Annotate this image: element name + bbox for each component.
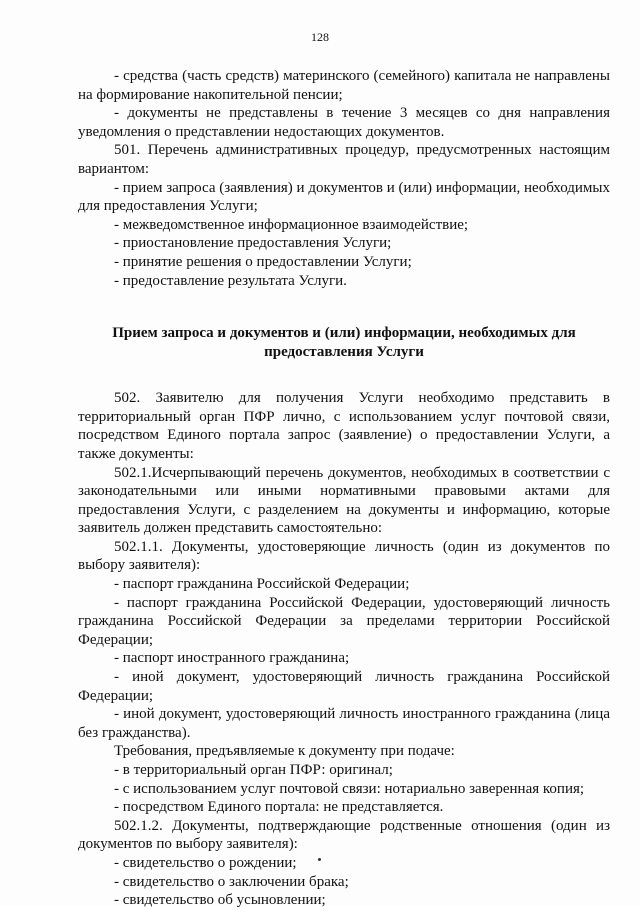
paragraph: - приостановление предоставления Услуги;: [114, 235, 392, 252]
paragraph: - свидетельство об усыновлении;: [114, 892, 326, 909]
paragraph: - принятие решения о предоставлении Услуги;: [114, 253, 412, 270]
paragraph: - иной документ, удостоверяющий личность гражданина Российской Федерации;: [78, 669, 610, 704]
paragraph: 502. Заявителю для получения Услуги необходимо представить в территориальный орган ПФР лично, с использованием услуг почтовой связи, посредством Единого портала запрос (заявление) о предоставлении Услуги, а также документы:: [78, 390, 610, 462]
paragraph: - паспорт иностранного гражданина;: [114, 650, 350, 667]
paragraph: 501. Перечень административных процедур, предусмотренных настоящим вариантом:: [78, 142, 610, 177]
paragraph: 502.1.Исчерпывающий перечень документов, необходимых в соответствии с законодательными или иными нормативными правовыми актами для предоставления Услуги, с разделением на документы и информацию, которые заявитель должен представить самостоятельно:: [78, 464, 610, 537]
paragraph: - средства (часть средств) материнского (семейного) капитала не направлены на формирование накопительной пенсии;: [78, 68, 610, 103]
paragraph: - с использованием услуг почтовой связи: нотариально заверенная копия;: [114, 780, 585, 797]
paragraph: - прием запроса (заявления) и документов и (или) информации, необходимых для предоставления Услуги;: [78, 179, 610, 215]
paragraph: - посредством Единого портала: не представляется.: [114, 799, 444, 816]
section-heading: Прием запроса и документов и (или) информации, необходимых для предоставления Услуги: [112, 325, 576, 361]
paragraph: - свидетельство о рождении;: [114, 854, 297, 871]
paragraph: - паспорт гражданина Российской Федерации;: [114, 576, 410, 593]
paragraph: - паспорт гражданина Российской Федерации, удостоверяющий личность гражданина Российской Федерации за пределами территории Российской Федерации;: [78, 594, 610, 648]
paragraph: - свидетельство о заключении брака;: [114, 873, 349, 890]
paragraph: 502.1.2. Документы, подтверждающие родственные отношения (один из документов по выбору заявителя):: [78, 817, 610, 853]
paragraph: - иной документ, удостоверяющий личность иностранного гражданина (лица без гражданства).: [78, 706, 610, 741]
paragraph: - документы не представлены в течение 3 месяцев со дня направления уведомления о представлении недостающих документов.: [78, 105, 610, 140]
paragraph: - межведомственное информационное взаимодействие;: [114, 216, 469, 233]
page-number: 128: [311, 30, 329, 44]
paragraph: 502.1.1. Документы, удостоверяющие личность (один из документов по выбору заявителя):: [78, 538, 610, 574]
document-body: [78, 67, 610, 910]
scan-speck: [318, 858, 321, 861]
paragraph: - предоставление результата Услуги.: [114, 272, 347, 289]
paragraph: Требования, предъявляемые к документу при подаче:: [114, 743, 455, 760]
paragraph: - в территориальный орган ПФР: оригинал;: [114, 762, 393, 778]
